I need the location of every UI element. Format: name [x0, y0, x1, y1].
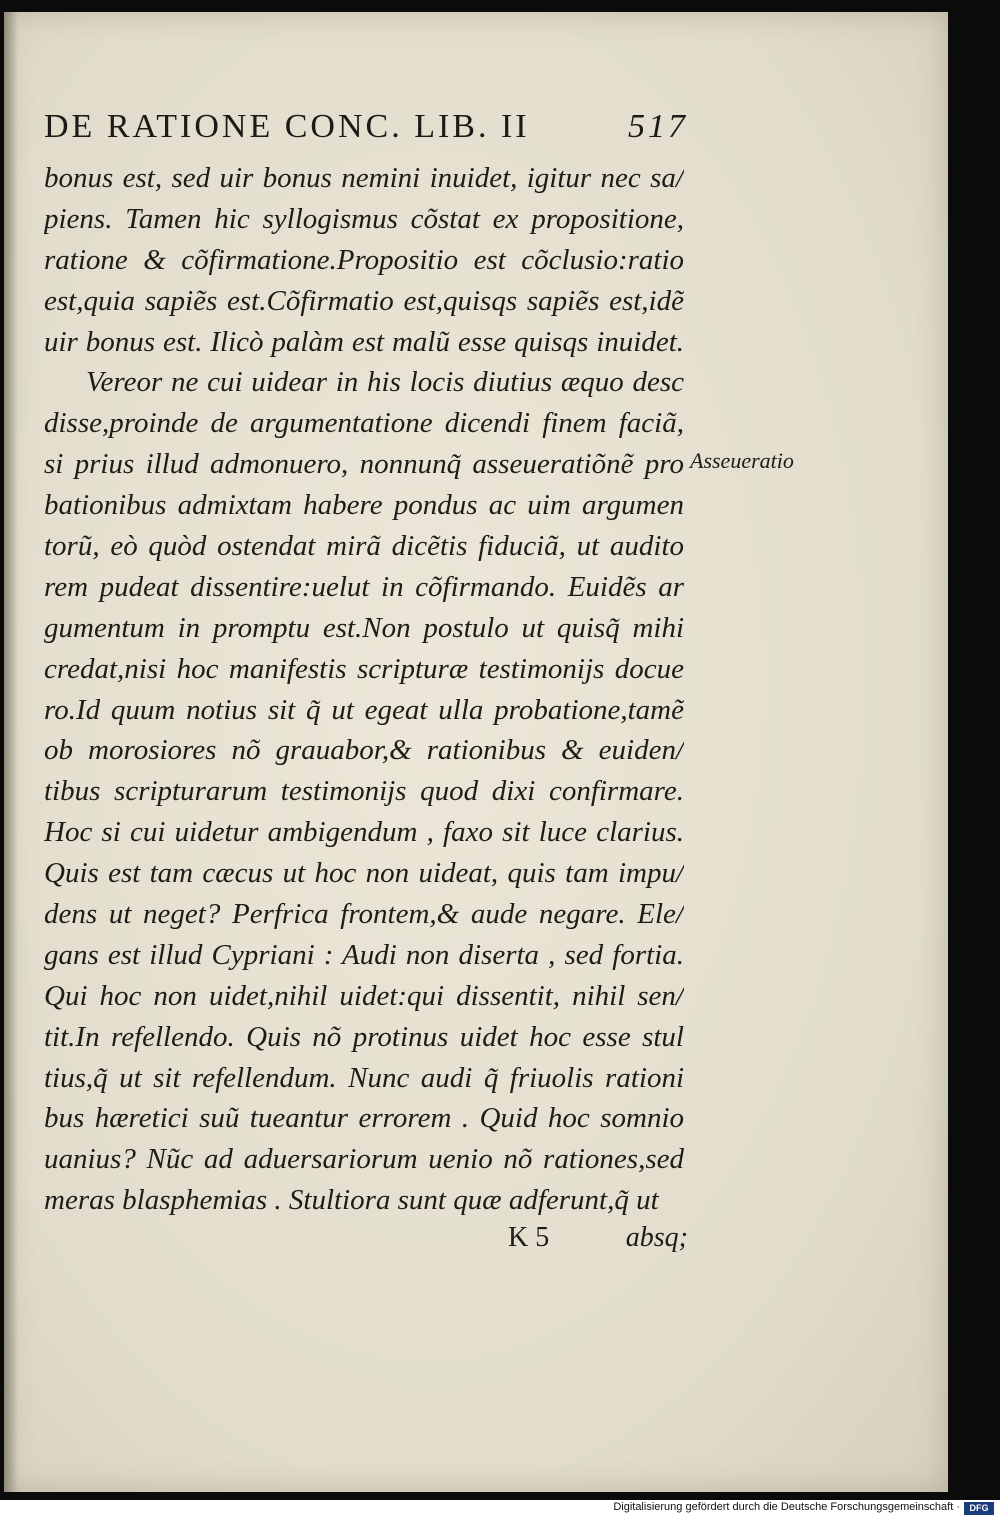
text-line: uanius? Nũc ad aduersariorum uenio nõ rationes,sed — [44, 1143, 684, 1176]
text-line: tit.In refellendo. Quis nõ protinus uidet hoc esse stul — [44, 1020, 684, 1053]
text-line: Hoc si cui uidetur ambigendum , faxo sit luce clarius. — [44, 816, 684, 849]
text-line: si prius illud admonuero, nonnunq̃ asseueratiõnẽ pro — [44, 448, 684, 481]
text-line: piens. Tamen hic syllogismus cõstat ex propositione, — [44, 202, 684, 235]
page-number: 517 — [628, 108, 688, 145]
text-line: bus hæretici suũ tueantur errorem . Quid hoc somnio — [44, 1102, 684, 1135]
signature-mark: K 5 — [508, 1222, 550, 1253]
text-line: est,quia sapiẽs est.Cõfirmatio est,quisqs sapiẽs est,idẽ — [44, 284, 684, 317]
catchword: absq; — [625, 1222, 688, 1253]
text-line: Qui hoc non uidet,nihil uidet:qui dissentit, nihil sen/ — [44, 979, 684, 1012]
text-line: torũ, eò quòd ostendat mirã dicẽtis fiduciã, ut audito — [44, 530, 684, 563]
text-line: gumentum in promptu est.Non postulo ut quisq̃ mihi — [44, 611, 684, 644]
text-line: disse,proinde de argumentatione dicendi finem faciã, — [44, 407, 684, 440]
text-line: bonus est, sed uir bonus nemini inuidet, igitur nec sa/ — [44, 162, 684, 194]
page-gutter — [4, 12, 18, 1492]
text-line: rem pudeat dissentire:uelut in cõfirmando. Euidẽs ar — [44, 570, 684, 603]
dfg-logo: DFG — [964, 1502, 994, 1515]
text-line: credat,nisi hoc manifestis scripturæ testimonijs docue — [44, 652, 684, 685]
text-block — [44, 158, 684, 1221]
text-line: ro.Id quum notius sit q̃ ut egeat ulla probatione,tamẽ — [44, 693, 684, 726]
text-line: dens ut neget? Perfrica frontem,& aude negare. Ele/ — [44, 898, 684, 931]
running-head-title: DE RATIONE CONC. LIB. II — [44, 108, 530, 145]
text-line: bationibus admixtam habere pondus ac uim argumen — [44, 489, 684, 522]
text-line: uir bonus est. Ilicò palàm est malũ esse quisqs inuidet. — [44, 325, 684, 358]
text-line: tius,q̃ ut sit refellendum. Nunc audi q̃ friuolis rationi — [44, 1061, 684, 1094]
text-line: ratione & cõfirmatione.Propositio est cõclusio:ratio — [44, 243, 684, 276]
text-line: ob morosiores nõ grauabor,& rationibus & euiden/ — [44, 734, 684, 767]
text-line: tibus scripturarum testimonijs quod dixi confirmare. — [44, 775, 684, 808]
text-line: gans est illud Cypriani : Audi non diserta , sed fortia. — [44, 938, 684, 971]
footer-bar — [0, 1500, 1000, 1518]
running-head — [44, 108, 688, 146]
footer-credit: Digitalisierung gefördert durch die Deutsche Forschungsgemeinschaft · — [613, 1501, 960, 1513]
text-line: Vereor ne cui uidear in his locis diutius æquo desc — [86, 366, 684, 399]
text-line: meras blasphemias . Stultiora sunt quæ adferunt,q̃ ut — [44, 1184, 659, 1217]
marginal-note: Asseueratio — [690, 448, 794, 473]
text-line: Quis est tam cæcus ut hoc non uideat, quis tam impu/ — [44, 857, 684, 890]
